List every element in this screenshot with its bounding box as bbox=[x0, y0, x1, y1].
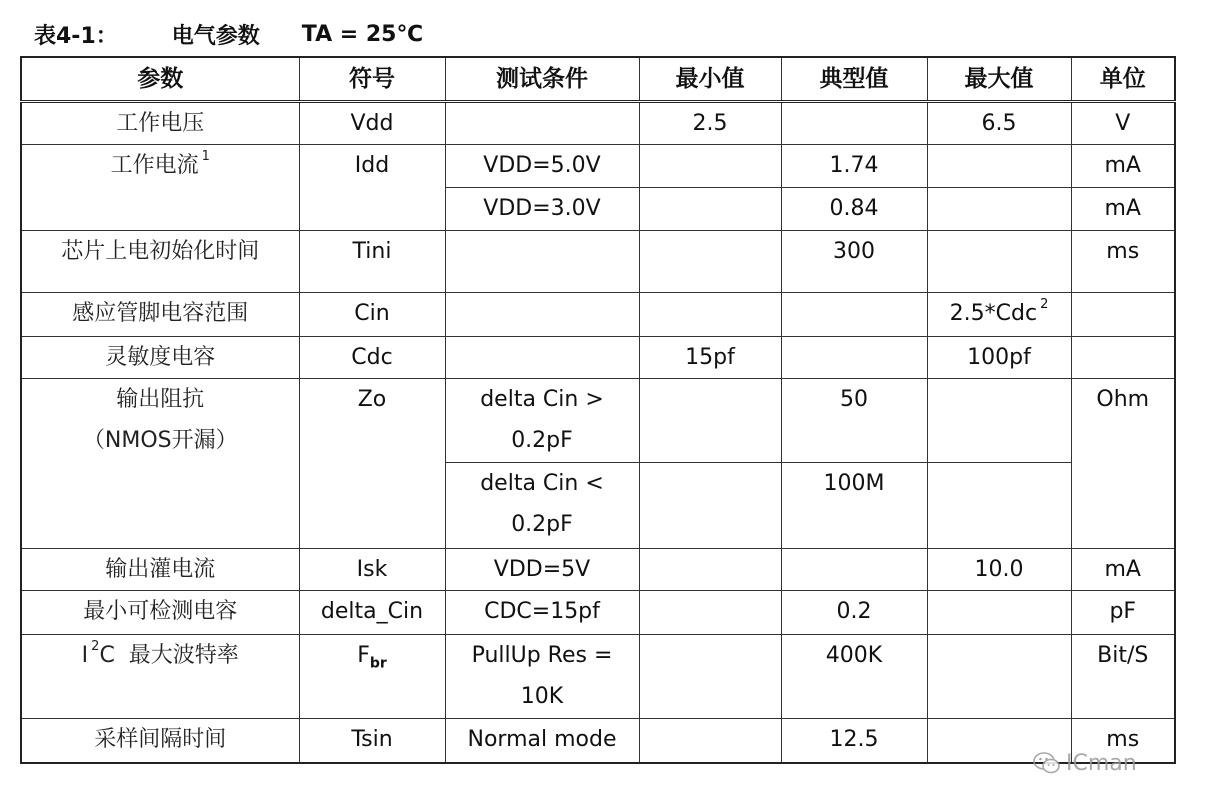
header-test-condition: 测试条件 bbox=[445, 57, 639, 102]
condition-cell bbox=[445, 337, 639, 379]
typ-cell: 1.74 bbox=[781, 145, 927, 188]
min-cell bbox=[639, 188, 781, 231]
min-cell bbox=[639, 463, 781, 549]
unit-cell: ms bbox=[1071, 231, 1175, 293]
header-parameter: 参数 bbox=[21, 57, 299, 102]
min-cell bbox=[639, 635, 781, 719]
typ-cell bbox=[781, 337, 927, 379]
condition-cell bbox=[445, 635, 639, 719]
max-cell: 10.0 bbox=[927, 549, 1071, 591]
symbol-cell: delta_Cin bbox=[299, 591, 445, 635]
unit-cell: Ohm bbox=[1071, 379, 1175, 549]
min-cell bbox=[639, 145, 781, 188]
max-cell bbox=[927, 635, 1071, 719]
unit-cell: mA bbox=[1071, 188, 1175, 231]
symbol-cell: Tsin bbox=[299, 719, 445, 763]
min-cell bbox=[639, 379, 781, 463]
param-cell: 最小可检测电容 bbox=[21, 591, 299, 635]
table-row bbox=[21, 231, 1175, 293]
typ-cell bbox=[781, 549, 927, 591]
watermark-text: ICman bbox=[1066, 750, 1137, 776]
max-cell bbox=[927, 293, 1071, 337]
table-row bbox=[21, 293, 1175, 337]
max-cell bbox=[927, 379, 1071, 463]
param-suffix: C 最大波特率 bbox=[99, 643, 239, 668]
param-cell: 芯片上电初始化时间 bbox=[21, 231, 299, 293]
table-row bbox=[21, 102, 1175, 145]
typ-cell bbox=[781, 102, 927, 145]
table-row bbox=[21, 379, 1175, 463]
typ-cell: 50 bbox=[781, 379, 927, 463]
condition-cell: VDD=5.0V bbox=[445, 145, 639, 188]
symbol-cell: Vdd bbox=[299, 102, 445, 145]
symbol-subscript: br bbox=[369, 655, 387, 672]
condition-line: 0.2pF bbox=[511, 428, 573, 453]
param-superscript: 2 bbox=[91, 638, 100, 654]
header-max: 最大值 bbox=[927, 57, 1071, 102]
electrical-parameters-table bbox=[20, 56, 1176, 764]
min-cell bbox=[639, 231, 781, 293]
typ-cell: 0.84 bbox=[781, 188, 927, 231]
condition-cell bbox=[445, 463, 639, 549]
max-cell bbox=[927, 231, 1071, 293]
min-cell: 15pf bbox=[639, 337, 781, 379]
param-subtext: （NMOS开漏） bbox=[82, 428, 238, 453]
max-cell bbox=[927, 145, 1071, 188]
symbol-cell bbox=[299, 635, 445, 719]
unit-cell: V bbox=[1071, 102, 1175, 145]
max-cell bbox=[927, 463, 1071, 549]
header-min: 最小值 bbox=[639, 57, 781, 102]
footnote-marker: 2 bbox=[1040, 296, 1049, 312]
min-cell bbox=[639, 719, 781, 763]
condition-line: delta Cin > bbox=[480, 387, 604, 412]
unit-cell: mA bbox=[1071, 145, 1175, 188]
min-cell bbox=[639, 549, 781, 591]
max-cell bbox=[927, 591, 1071, 635]
condition-cell: VDD=3.0V bbox=[445, 188, 639, 231]
condition-cell: VDD=5V bbox=[445, 549, 639, 591]
max-value: 2.5*Cdc bbox=[949, 301, 1038, 326]
symbol-cell: Cin bbox=[299, 293, 445, 337]
condition-line: 0.2pF bbox=[511, 512, 573, 537]
param-cell: 灵敏度电容 bbox=[21, 337, 299, 379]
table-row bbox=[21, 719, 1175, 763]
table-row bbox=[21, 635, 1175, 719]
condition-cell bbox=[445, 293, 639, 337]
param-text: 工作电流 bbox=[110, 153, 199, 178]
wechat-icon bbox=[1032, 750, 1062, 776]
table-row bbox=[21, 145, 1175, 188]
symbol-cell: Tini bbox=[299, 231, 445, 293]
symbol-cell: Zo bbox=[299, 379, 445, 549]
param-cell: 感应管脚电容范围 bbox=[21, 293, 299, 337]
table-row bbox=[21, 549, 1175, 591]
min-cell bbox=[639, 293, 781, 337]
symbol-cell: Idd bbox=[299, 145, 445, 231]
table-row bbox=[21, 591, 1175, 635]
param-cell bbox=[21, 379, 299, 549]
typ-cell: 400K bbox=[781, 635, 927, 719]
header-symbol: 符号 bbox=[299, 57, 445, 102]
condition-line: 10K bbox=[520, 684, 564, 709]
unit-cell bbox=[1071, 337, 1175, 379]
symbol-cell: Isk bbox=[299, 549, 445, 591]
condition-line: PullUp Res = bbox=[471, 643, 613, 668]
unit-cell bbox=[1071, 293, 1175, 337]
typ-cell: 300 bbox=[781, 231, 927, 293]
table-condition: TA = 25℃ bbox=[301, 21, 424, 47]
table-caption bbox=[34, 14, 423, 54]
param-prefix: I bbox=[81, 643, 89, 668]
header-typ: 典型值 bbox=[781, 57, 927, 102]
typ-cell: 12.5 bbox=[781, 719, 927, 763]
table-row bbox=[21, 337, 1175, 379]
max-cell bbox=[927, 188, 1071, 231]
condition-cell: CDC=15pf bbox=[445, 591, 639, 635]
max-cell: 6.5 bbox=[927, 102, 1071, 145]
param-cell: 工作电压 bbox=[21, 102, 299, 145]
typ-cell: 0.2 bbox=[781, 591, 927, 635]
symbol-cell: Cdc bbox=[299, 337, 445, 379]
unit-cell: ms bbox=[1071, 719, 1175, 763]
condition-cell bbox=[445, 379, 639, 463]
footnote-marker: 1 bbox=[201, 148, 210, 164]
table-title: 电气参数 bbox=[171, 23, 260, 49]
typ-cell: 100M bbox=[781, 463, 927, 549]
condition-cell: Normal mode bbox=[445, 719, 639, 763]
table-header-row bbox=[21, 57, 1175, 102]
typ-cell bbox=[781, 293, 927, 337]
unit-cell: pF bbox=[1071, 591, 1175, 635]
unit-cell: Bit/S bbox=[1071, 635, 1175, 719]
param-cell bbox=[21, 635, 299, 719]
min-cell bbox=[639, 591, 781, 635]
condition-line: delta Cin < bbox=[480, 471, 604, 496]
table-number: 表4-1： bbox=[34, 23, 118, 49]
min-cell: 2.5 bbox=[639, 102, 781, 145]
symbol-main: F bbox=[357, 643, 370, 668]
unit-cell: mA bbox=[1071, 549, 1175, 591]
param-cell: 输出灌电流 bbox=[21, 549, 299, 591]
header-unit: 单位 bbox=[1071, 57, 1175, 102]
condition-cell bbox=[445, 102, 639, 145]
param-cell bbox=[21, 145, 299, 231]
condition-cell bbox=[445, 231, 639, 293]
watermark bbox=[1032, 745, 1182, 781]
param-text: 输出阻抗 bbox=[116, 387, 205, 412]
max-cell: 100pf bbox=[927, 337, 1071, 379]
param-cell: 采样间隔时间 bbox=[21, 719, 299, 763]
